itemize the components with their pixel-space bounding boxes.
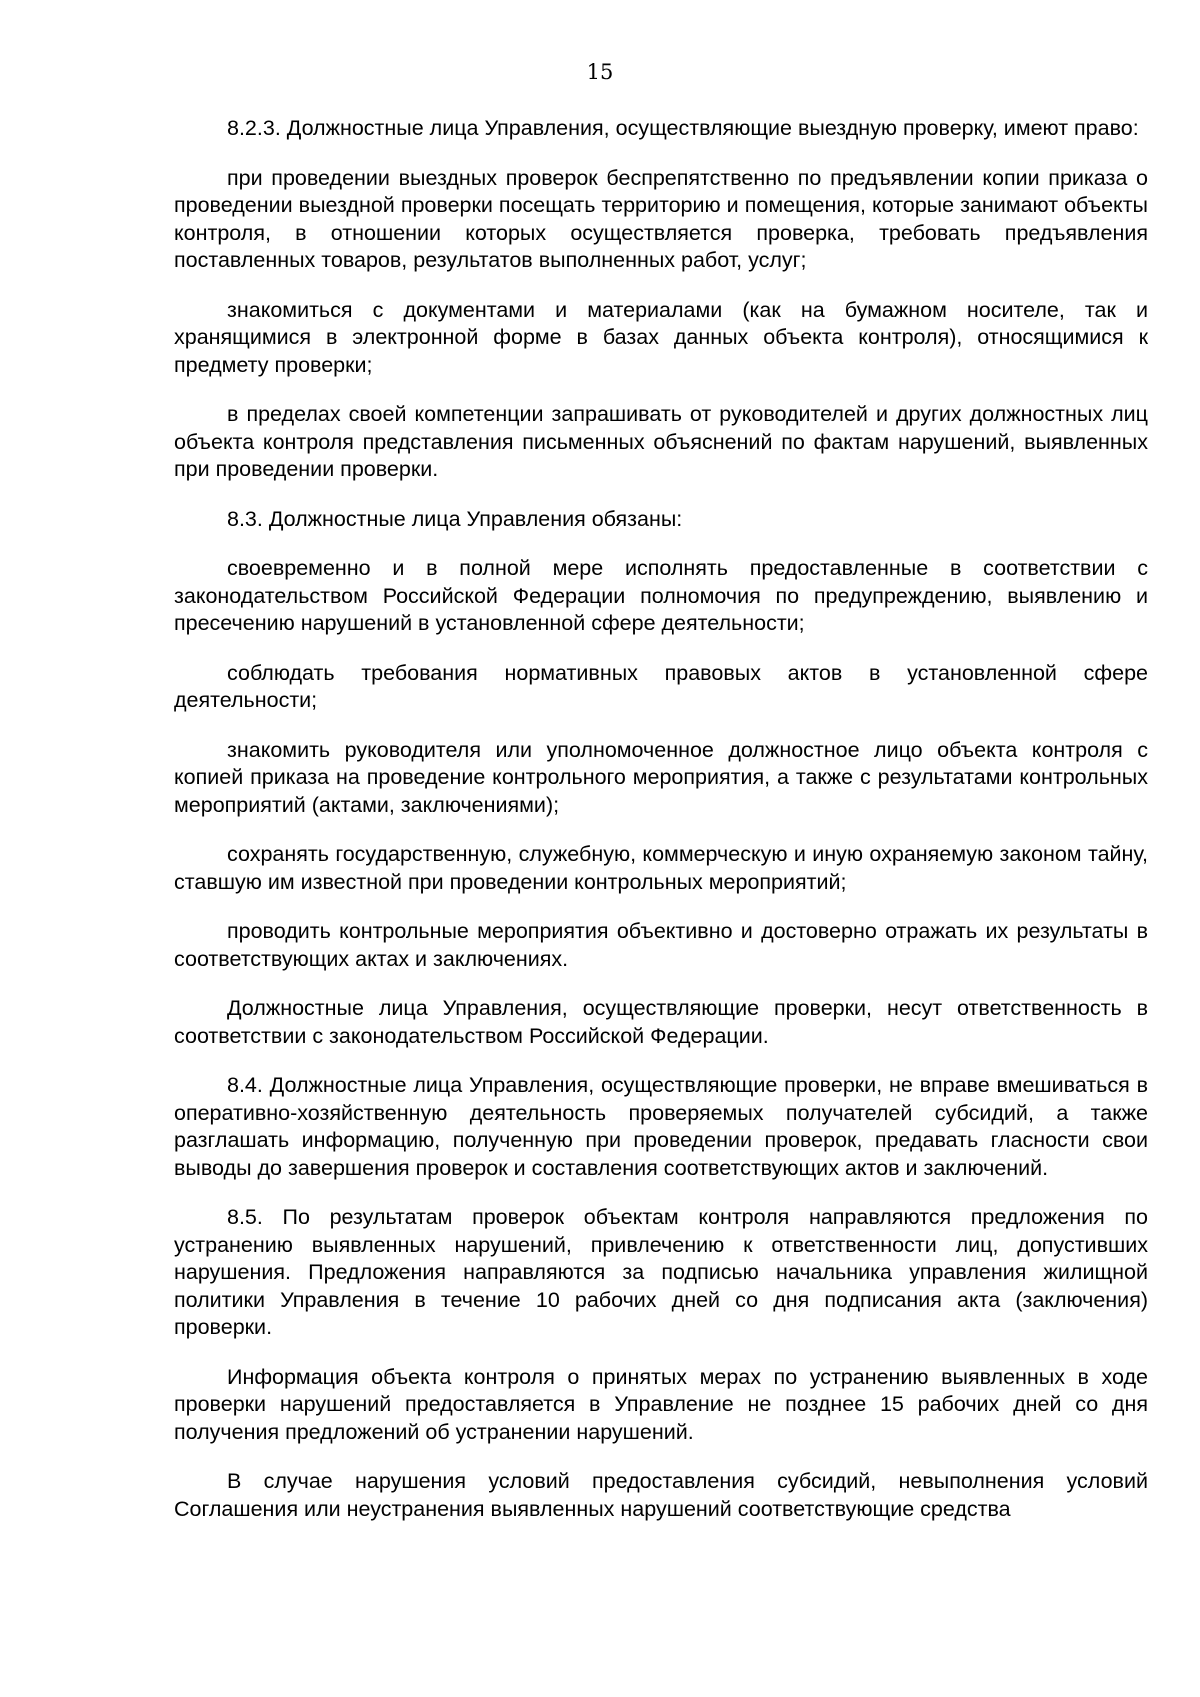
paragraph-responsibility: Должностные лица Управления, осуществляющие проверки, несут ответственность в соответствии с законодательством Российской Федерации. — [174, 996, 1148, 1048]
paragraph-duty-objective-control: проводить контрольные мероприятия объективно и достоверно отражать их результаты в соответствующих актах и заключениях. — [174, 919, 1148, 971]
paragraph-8-3: 8.3. Должностные лица Управления обязаны: — [227, 506, 683, 531]
paragraph-duty-inform-head: знакомить руководителя или уполномоченное должностное лицо объекта контроля с копией приказа на проведение контрольного мероприятия, а также с результатами контрольных мероприятий (актами, заключениями); — [174, 737, 1148, 817]
page-number: 15 — [586, 60, 614, 84]
document-body — [174, 115, 1148, 1523]
paragraph-8-2-3: 8.2.3. Должностные лица Управления, осуществляющие выездную проверку, имеют право: — [227, 116, 1139, 140]
paragraph-violation-case: В случае нарушения условий предоставления субсидий, невыполнения условий Соглашения или неустранения выявленных нарушений соответствующие средства — [174, 1469, 1148, 1521]
paragraph-information-measures: Информация объекта контроля о принятых мерах по устранению выявленных в ходе проверки нарушений предоставляется в Управление не позднее 15 рабочих дней со дня получения предложений об устранении нарушений. — [174, 1364, 1148, 1444]
paragraph-duty-comply-acts: соблюдать требования нормативных правовых актов в установленной сфере деятельности; — [174, 660, 1148, 712]
paragraph-duty-exercise-powers: своевременно и в полной мере исполнять предоставленные в соответствии с законодательством Российской Федерации полномочия по предупреждению, выявлению и пресечению нарушений в установленной сфере деятельности; — [174, 556, 1148, 635]
paragraph-right-request-explanations: в пределах своей компетенции запрашивать от руководителей и других должностных лиц объекта контроля представления письменных объяснений по фактам нарушений, выявленных при проведении проверки. — [174, 402, 1148, 481]
paragraph-right-site-visit: при проведении выездных проверок беспрепятственно по предъявлении копии приказа о проведении выездной проверки посещать территорию и помещения, которые занимают объекты контроля, в отношении которых осуществляется проверка, требовать предъявления поставленных товаров, результатов выполненных работ, услуг; — [174, 165, 1148, 272]
paragraph-duty-keep-secrets: сохранять государственную, служебную, коммерческую и иную охраняемую законом тайну, ставшую им известной при проведении контрольных мероприятий; — [174, 842, 1148, 894]
paragraph-right-documents: знакомиться с документами и материалами (как на бумажном носителе, так и хранящимися в электронной форме в базах данных объекта контроля), относящимися к предмету проверки; — [174, 297, 1148, 377]
paragraph-8-5: 8.5. По результатам проверок объектам контроля направляются предложения по устранению выявленных нарушений, привлечению к ответственности лиц, допустивших нарушения. Предложения направляются за подписью начальника управления жилищной политики Управления в течение 10 рабочих дней со дня подписания акта (заключения) проверки. — [174, 1205, 1148, 1339]
paragraph-8-4: 8.4. Должностные лица Управления, осуществляющие проверки, не вправе вмешиваться в оперативно-хозяйственную деятельность проверяемых получателей субсидий, а также разглашать информацию, полученную при проведении проверок, предавать гласности свои выводы до завершения проверок и составления соответствующих актов и заключений. — [174, 1073, 1148, 1180]
